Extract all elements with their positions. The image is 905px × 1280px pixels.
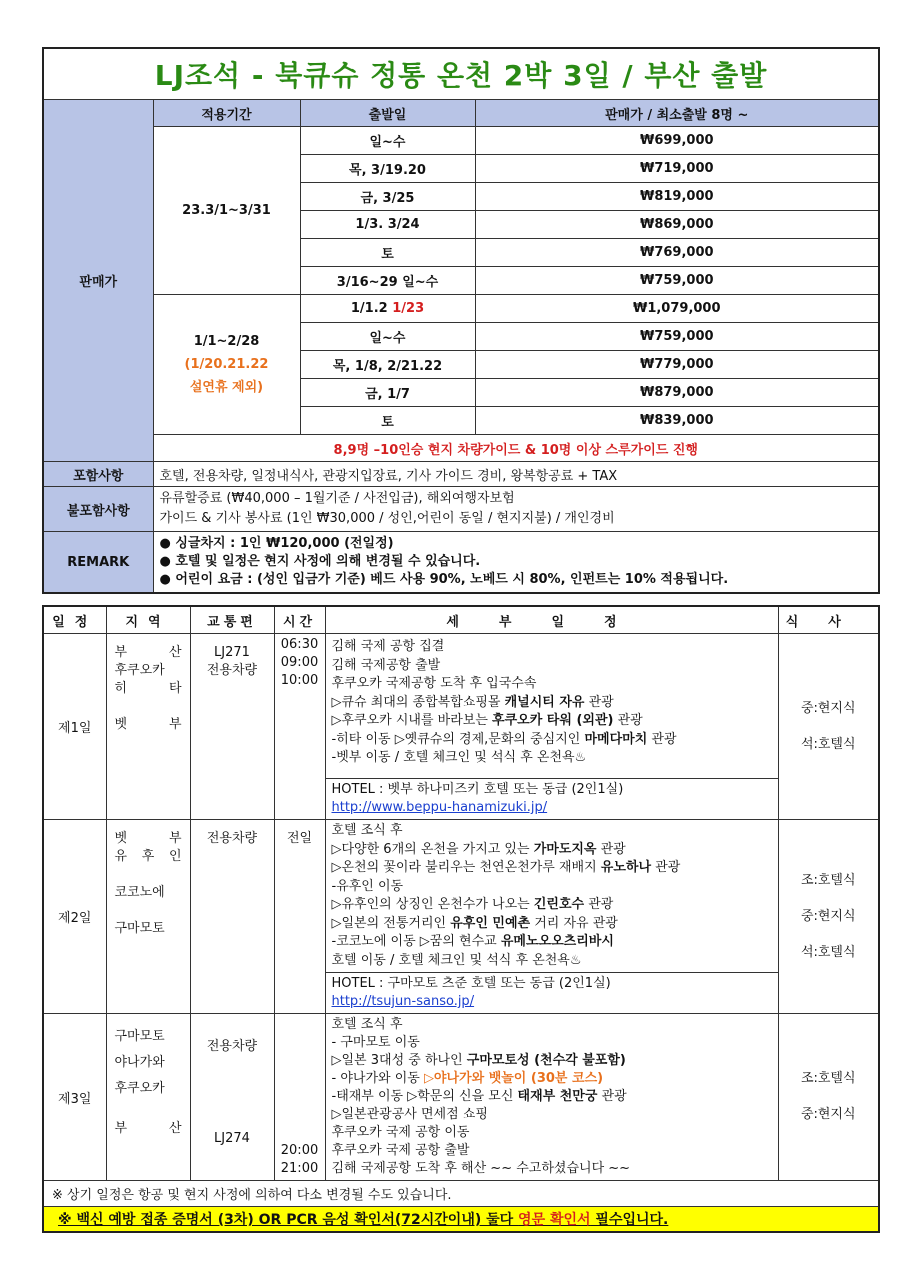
day-times — [274, 634, 325, 820]
region-char: 벳 — [114, 831, 128, 846]
price-value: ₩719,000 — [475, 155, 879, 183]
meal-item: 중:현지식 — [800, 1107, 856, 1122]
detail-line: 김해 국제공항 도착 후 해산 ~~ 수고하셨습니다 ~~ — [331, 1161, 631, 1176]
day-meals — [778, 820, 879, 1014]
col-day: 일정 — [43, 606, 106, 634]
notice-banner — [43, 1207, 879, 1233]
meal-item: 중:현지식 — [800, 700, 856, 716]
detail-line: ▷일본 3대성 중 하나인 구마모토성 (천수각 불포함) — [331, 1053, 626, 1068]
departure-date: 일~수 — [300, 323, 475, 351]
day-times — [274, 1014, 325, 1181]
detail-line: ▷후쿠오카 시내를 바라보는 후쿠오카 타워 (외관) 관광 — [331, 713, 643, 728]
price-value: ₩769,000 — [475, 239, 879, 267]
detail-line: ▷일본관광공사 면세점 쇼핑 — [331, 1107, 488, 1122]
detail-line: ▷일본의 전통거리인 유후인 민예촌 거리 자유 관광 — [331, 915, 618, 931]
hotel-name: HOTEL : 벳부 하나미즈키 호텔 또는 동급 (2인1실) — [331, 782, 624, 797]
day-detail — [325, 820, 778, 973]
region-char: 산 — [168, 1121, 182, 1136]
remark-label: REMARK — [43, 532, 153, 594]
detail-line: 후쿠오카 국제 공항 이동 — [331, 1125, 470, 1140]
region-name: 야나가와 — [114, 1055, 165, 1070]
price-value: ₩879,000 — [475, 379, 879, 407]
departure-date: 금, 1/7 — [300, 379, 475, 407]
detail-line: 호텔 이동 / 호텔 체크인 및 석식 후 온천욕♨ — [331, 952, 582, 968]
region-char: 부 — [114, 1121, 128, 1136]
footnote: ※ 상기 일정은 항공 및 현지 사정에 의하여 다소 변경될 수도 있습니다. — [43, 1181, 879, 1207]
region-name: 구마모토 — [114, 921, 165, 936]
region-char: 후 — [141, 849, 155, 864]
excludes-text — [153, 487, 879, 532]
day-label: 제1일 — [43, 634, 106, 820]
day-regions — [106, 1014, 190, 1181]
day-regions — [106, 820, 190, 1014]
col-meal: 식사 — [778, 606, 879, 634]
departure-date: 일~수 — [300, 127, 475, 155]
departure-date: 토 — [300, 239, 475, 267]
detail-line: 후쿠오카 국제공항 도착 후 입국수속 — [331, 676, 537, 691]
region-char: 인 — [168, 849, 182, 864]
remark-line1: 싱글차지 : 1인 ₩120,000 (전일정) — [175, 536, 394, 551]
notice-text: ※ 백신 예방 접종 증명서 (3차) OR PCR 음성 확인서(72시간이내) 둘다 — [58, 1212, 519, 1228]
bullet-icon: ● — [159, 572, 171, 587]
detail-line: -유후인 이동 — [331, 878, 404, 894]
detail-line: 김해 국제공항 출발 — [331, 657, 441, 673]
hotel-name: HOTEL : 구마모토 츠준 호텔 또는 동급 (2인1실) — [331, 976, 611, 991]
period-2-line2: (1/20.21.22 — [184, 357, 269, 372]
price-value: ₩1,079,000 — [475, 295, 879, 323]
includes-text: 호텔, 전용차량, 일정내식사, 관광지입장료, 기사 가이드 경비, 왕복항공료 + TAX — [153, 462, 879, 487]
price-value: ₩819,000 — [475, 183, 879, 211]
detail-line: -태재부 이동 ▷학문의 신을 모신 태재부 천만궁 관광 — [331, 1089, 627, 1104]
region-char: 부 — [114, 645, 128, 660]
col-time: 시간 — [274, 606, 325, 634]
hotel-info — [325, 779, 778, 820]
region-name: 코코노에 — [114, 885, 165, 900]
day-detail — [325, 1014, 778, 1181]
price-value: ₩759,000 — [475, 267, 879, 295]
day-meals — [778, 634, 879, 820]
schedule-table — [42, 605, 880, 1233]
detail-line: -히타 이동 ▷옛큐슈의 경제,문화의 중심지인 마메다마치 관광 — [331, 731, 677, 747]
meal-item: 조:호텔식 — [800, 1071, 856, 1086]
period-2-line3: 설연휴 제외) — [189, 380, 264, 395]
day-detail — [325, 634, 778, 779]
meal-item: 석:호텔식 — [800, 736, 856, 752]
detail-line: ▷유후인의 상징인 온천수가 나오는 긴린호수 관광 — [331, 897, 614, 912]
departure-date: 토 — [300, 407, 475, 435]
day-label: 제3일 — [43, 1014, 106, 1181]
sale-label: 판매가 — [43, 100, 153, 462]
remark-line2: 호텔 및 일정은 현지 사정에 의해 변경될 수 있습니다. — [175, 554, 481, 569]
day-transport — [190, 634, 274, 820]
region-char: 부 — [168, 831, 182, 846]
detail-line: ▷다양한 6개의 온천을 가지고 있는 가마도지옥 관광 — [331, 841, 626, 857]
departure-date — [300, 295, 475, 323]
header-departure: 출발일 — [300, 100, 475, 127]
price-value: ₩759,000 — [475, 323, 879, 351]
region-name: 구마모토 — [114, 1029, 165, 1044]
remark-text — [153, 532, 879, 594]
excludes-line2: 가이드 & 기사 봉사료 (1인 ₩30,000 / 성인,어린이 동일 / 현지지불) / 개인경비 — [159, 511, 615, 526]
region-char: 부 — [168, 717, 182, 732]
region-name: 후쿠오카 — [114, 663, 165, 678]
excludes-label: 불포함사항 — [43, 487, 153, 532]
time-value: 10:00 — [280, 673, 319, 688]
region-char: 히 — [114, 681, 128, 696]
time-value: 21:00 — [280, 1161, 319, 1176]
header-price: 판매가 / 최소출발 8명 ~ — [475, 100, 879, 127]
region-char: 타 — [168, 681, 182, 696]
flight-number: LJ274 — [214, 1131, 250, 1146]
bullet-icon: ● — [159, 554, 171, 569]
transport-mode: 전용차량 — [206, 663, 258, 678]
period-1: 23.3/1~3/31 — [153, 127, 300, 295]
price-table — [42, 47, 880, 594]
departure-date: 목, 3/19.20 — [300, 155, 475, 183]
day-label: 제2일 — [43, 820, 106, 1014]
day-regions — [106, 634, 190, 820]
flight-number: LJ271 — [214, 645, 250, 660]
remark-line3: 어린이 요금 : (성인 입금가 기준) 베드 사용 90%, 노베드 시 80%, 인펀트는 10% 적용됩니다. — [175, 572, 729, 587]
detail-line: ▷큐슈 최대의 종합복합쇼핑몰 캐널시티 자유 관광 — [331, 694, 614, 710]
date-part: 1/1.2 — [350, 301, 393, 316]
col-transport: 교통편 — [190, 606, 274, 634]
detail-line: -벳부 이동 / 호텔 체크인 및 석식 후 온천욕♨ — [331, 750, 587, 765]
notice-highlight: 영문 확인서 — [518, 1212, 591, 1228]
time-value: 전일 — [274, 820, 325, 1014]
departure-date: 3/16~29 일~수 — [300, 267, 475, 295]
detail-line: - 구마모토 이동 — [331, 1035, 420, 1050]
region-char: 벳 — [114, 717, 128, 732]
includes-label: 포함사항 — [43, 462, 153, 487]
time-value: 09:00 — [280, 655, 319, 670]
excludes-line1: 유류할증료 (₩40,000 – 1월기준 / 사전입금), 해외여행자보험 — [159, 491, 515, 506]
bullet-icon: ● — [159, 536, 171, 551]
detail-line: ▷온천의 꽃이라 불리우는 천연온천가루 재배지 유노하나 관광 — [331, 860, 681, 875]
hotel-info — [325, 973, 778, 1014]
group-note: 8,9명 –10인승 현지 차량가이드 & 10명 이상 스루가이드 진행 — [153, 435, 879, 462]
detail-line: 김해 국제 공항 집결 — [331, 639, 445, 654]
meal-item: 석:호텔식 — [800, 944, 856, 960]
col-detail: 세부일정 — [325, 606, 778, 634]
date-part-red: 1/23 — [392, 301, 425, 316]
price-value: ₩699,000 — [475, 127, 879, 155]
detail-line: 호텔 조식 후 — [331, 1017, 403, 1032]
transport-mode: 전용차량 — [190, 820, 274, 1014]
col-region: 지역 — [106, 606, 190, 634]
detail-line: 호텔 조식 후 — [331, 823, 403, 838]
transport-mode: 전용차량 — [206, 1039, 258, 1054]
hotel-link[interactable]: http://tsujun-sanso.jp/ — [331, 994, 475, 1009]
period-2 — [153, 295, 300, 435]
day-meals — [778, 1014, 879, 1181]
header-period: 적용기간 — [153, 100, 300, 127]
detail-line: - 야나가와 이동 ▷야나가와 뱃놀이 (30분 코스) — [331, 1071, 604, 1086]
day-transport — [190, 1014, 274, 1181]
detail-line: -코코노에 이동 ▷꿈의 현수교 유메노오오츠리바시 — [331, 934, 614, 949]
departure-date: 1/3. 3/24 — [300, 211, 475, 239]
price-value: ₩779,000 — [475, 351, 879, 379]
price-value: ₩839,000 — [475, 407, 879, 435]
hotel-link[interactable]: http://www.beppu-hanamizuki.jp/ — [331, 800, 548, 815]
notice-text: 필수입니다. — [590, 1212, 669, 1228]
region-char: 유 — [114, 849, 128, 864]
page-title: LJ조석 - 북큐슈 정통 온천 2박 3일 / 부산 출발 — [43, 48, 879, 100]
meal-item: 조:호텔식 — [800, 872, 856, 888]
price-value: ₩869,000 — [475, 211, 879, 239]
time-value: 06:30 — [280, 637, 319, 652]
departure-date: 금, 3/25 — [300, 183, 475, 211]
meal-item: 중:현지식 — [800, 908, 856, 924]
region-name: 후쿠오카 — [114, 1081, 165, 1096]
detail-line: 후쿠오카 국제 공항 출발 — [331, 1143, 470, 1158]
period-2-line1: 1/1~2/28 — [193, 334, 260, 349]
departure-date: 목, 1/8, 2/21.22 — [300, 351, 475, 379]
region-char: 산 — [168, 645, 182, 660]
time-value: 20:00 — [280, 1143, 319, 1158]
